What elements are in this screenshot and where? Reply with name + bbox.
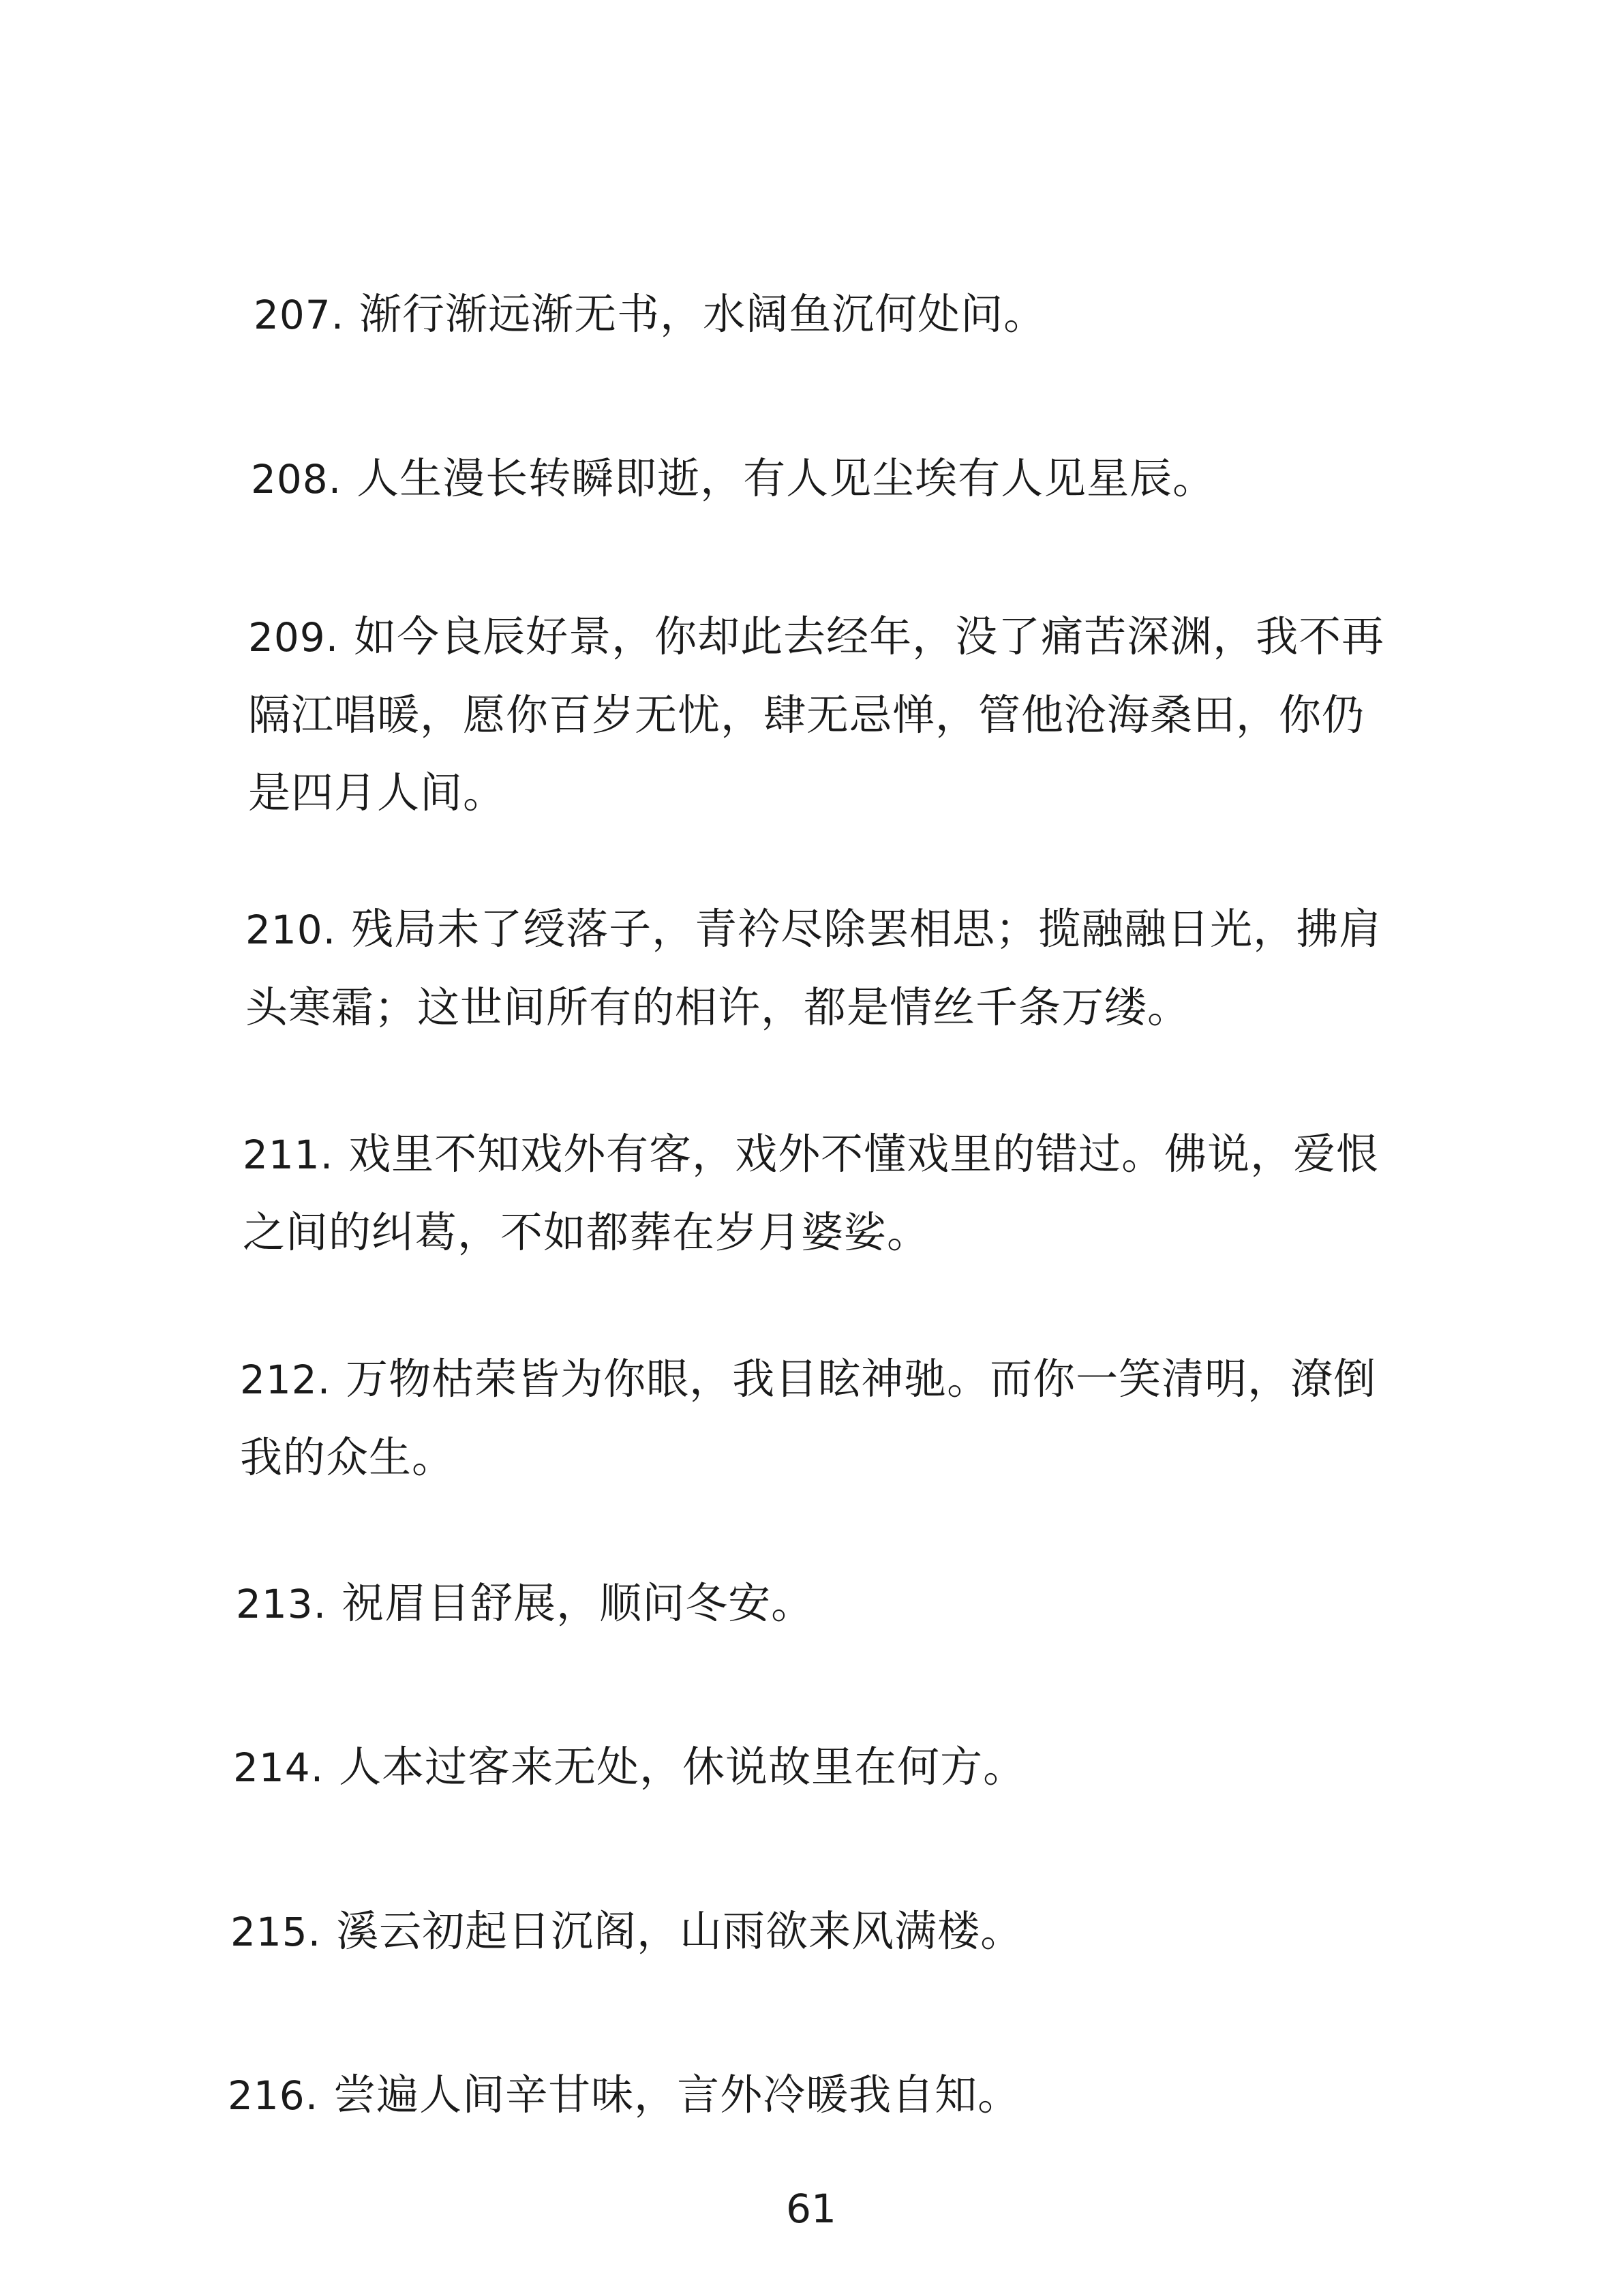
quote-number: 213.: [236, 1581, 327, 1627]
quote-number: 216.: [228, 2072, 319, 2119]
quote-212: [240, 1340, 1399, 1496]
quote-207: [254, 275, 1412, 354]
quote-number: 207.: [254, 292, 345, 338]
page-number: 61: [786, 2186, 836, 2232]
quote-text: 渐行渐远渐无书，水阔鱼沉何处问。: [359, 289, 1047, 339]
quote-number: 214.: [233, 1744, 324, 1791]
quote-number: 208.: [251, 456, 342, 502]
quote-text: 祝眉目舒展，顺问冬安。: [342, 1578, 815, 1628]
quote-number: 215.: [230, 1909, 322, 1955]
quote-text: 人生漫长转瞬即逝，有人见尘埃有人见星辰。: [357, 453, 1216, 503]
quote-number: 212.: [240, 1357, 331, 1403]
quote-text: 溪云初起日沉阁，山雨欲来风满楼。: [336, 1906, 1024, 1956]
quote-number: 210.: [245, 907, 337, 953]
quote-text: 万物枯荣皆为你眼，我目眩神驰。而你一笑清明，潦倒我的众生。: [240, 1354, 1377, 1482]
quote-text: 人本过客来无处，休说故里在何方。: [339, 1742, 1027, 1792]
quote-text: 戏里不知戏外有客，戏外不懂戏里的错过。佛说，爱恨之间的纠葛，不如都葬在岁月婆娑。: [243, 1129, 1380, 1257]
quote-text: 如今良辰好景，你却此去经年，没了痛苦深渊，我不再隔江唱暖，愿你百岁无忧，肆无忌惮，管他沧海桑田，你仍是四月人间。: [248, 611, 1385, 817]
quote-number: 209.: [248, 614, 339, 661]
quote-211: [243, 1115, 1401, 1271]
quote-215: [230, 1892, 1389, 1971]
quote-214: [233, 1728, 1392, 1807]
quote-209: [248, 598, 1407, 832]
quote-216: [228, 2056, 1386, 2134]
quote-text: 残局未了绶落子，青衿尽除罢相思；揽融融日光，拂肩头寒霜；这世间所有的相许，都是情丝千条万缕。: [245, 904, 1382, 1032]
quote-210: [245, 890, 1404, 1046]
quote-number: 211.: [243, 1132, 334, 1178]
quote-213: [236, 1565, 1395, 1643]
quote-text: 尝遍人间辛甘味，言外冷暖我自知。: [333, 2070, 1021, 2119]
quote-208: [251, 440, 1410, 518]
